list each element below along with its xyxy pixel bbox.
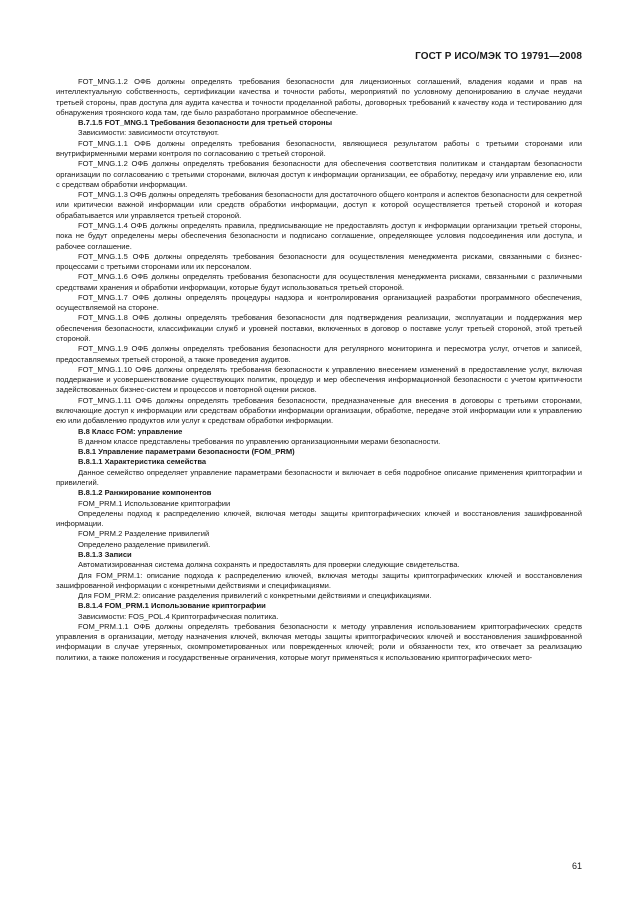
paragraph: FOT_MNG.1.2 ОФБ должны определять требования безопасности для обеспечения соответствия политикам и стандартам безопасности организации по согласованию с третьими сторонами, включая доступ к информации организации, ее обработку, передачу или управление ею, или с средствам обработки информации.	[56, 159, 582, 189]
paragraph: FOT_MNG.1.5 ОФБ должны определять требования безопасности для осуществления менеджмента рисками, связанными с бизнес-процессами с третьими сторонами или их персоналом.	[56, 251, 582, 272]
section-heading: B.7.1.5 FOT_MNG.1 Требования безопасности для третьей стороны	[78, 118, 333, 128]
document-body	[56, 77, 582, 663]
paragraph: FOT_MNG.1.8 ОФБ должны определять требования безопасности для подтверждения реализации, эксплуатации и поддержания мер обеспечения безопасности, классификации служб и уровней поставки, включенных в договор о поставке услуг третьей стороной, этой третьей стороной.	[56, 313, 582, 344]
page-number: 61	[571, 861, 582, 871]
section-heading: B.8.1.4 FOM_PRM.1 Использование криптографии	[78, 601, 266, 611]
paragraph: FOT_MNG.1.11 ОФБ должны определять требования безопасности, предназначенные для внесения в договоры с третьими сторонами, включающие доступ к информации или средствам обработки информации организации, обработке, передаче этой информации или к управлению ею или добавлению продуктов или услуг к средствам обработки информации.	[56, 395, 582, 426]
section-heading: B.8.1 Управление параметрами безопасности (FOM_PRM)	[78, 447, 295, 457]
paragraph: FOT_MNG.1.2 ОФБ должны определять требования безопасности для лицензионных соглашений, владения кодами и прав на интеллектуальную собственность, сертификации качества и точности работы, мероприятий по условному депонированию в случае неудачи третьей стороны, прав доступа для аудита качества и точности проделанной работы, договорных требований к качеству кода и тестированию для обнаружения троянского кода там, где было разработано программное обеспечение.	[56, 77, 582, 117]
paragraph: FOT_MNG.1.9 ОФБ должны определять требования безопасности для регулярного мониторинга и пересмотра услуг, отчетов и записей, предоставляемых третьей стороной, а также проведения аудитов.	[56, 344, 582, 364]
paragraph: Для FOM_PRM.2: описание разделения привилегий с конкретными действиями и спецификациями.	[78, 591, 432, 601]
paragraph: Для FOM_PRM.1: описание подхода к распределению ключей, включая методы защиты криптографических ключей и восстановления зашифрованной информации с конкретными действиями и спецификациями.	[56, 570, 582, 590]
section-heading: B.8.1.2 Ранжирование компонентов	[78, 488, 212, 498]
paragraph: Зависимости: FOS_POL.4 Криптографическая политика.	[78, 611, 279, 621]
paragraph: FOT_MNG.1.4 ОФБ должны определять правила, предписывающие не предоставлять доступ к информации организации третьей стороны, пока не будут определены меры обеспечения безопасности и подписано соглашение, определяющее условия подсоединения или доступа, и рабочее соглашение.	[56, 220, 582, 251]
paragraph: FOM_PRM.1 Использование криптографии	[78, 498, 231, 508]
paragraph: FOT_MNG.1.10 ОФБ должны определять требования безопасности к управлению внесением изменений в предоставление услуг, включая поддержание и усовершенствование существующих политик, процедур и мер обеспечения информационной безопасности с учетом критичности задействованных бизнес-систем и процессов и повторной оценки рисков.	[56, 364, 582, 395]
paragraph: Определено разделение привилегий.	[78, 539, 211, 549]
page-header: ГОСТ Р ИСО/МЭК ТО 19791—2008	[415, 51, 582, 62]
paragraph: Зависимости: зависимости отсутствуют.	[78, 128, 220, 138]
paragraph: В данном классе представлены требования по управлению организационными мерами безопасности.	[78, 436, 441, 446]
paragraph: FOT_MNG.1.7 ОФБ должны определять процедуры надзора и контролирования организацией разработки программного обеспечения, осуществляемой на стороне.	[56, 292, 582, 313]
paragraph: FOM_PRM.1.1 ОФБ должны определять требования безопасности к методу управления использованием криптографических средств управления в организации, методу назначения ключей, включая методы защиты криптографических ключей и восстановления зашифрованной информации в случае утерянных, скомпрометированных или поврежденных ключей; роли и обязанности тех, кто отвечает за реализацию политики, а также положения и государственные ограничения, которые могут применяться к использованию криптографических мето-	[56, 621, 582, 662]
section-heading: B.8.1.3 Записи	[78, 549, 132, 559]
paragraph: FOM_PRM.2 Разделение привилегий	[78, 529, 210, 539]
paragraph: FOT_MNG.1.3 ОФБ должны определять требования безопасности для достаточного общего контроля и аспектов безопасности для секретной или критически важной информации или средств обработки информации, доступ к которой осуществляется третьей стороной и которая обрабатывается или управляется третьей стороной.	[56, 190, 582, 220]
paragraph: Данное семейство определяет управление параметрами безопасности и включает в себя подробное описание применения криптографии и привилегий.	[56, 467, 582, 487]
section-heading: B.8.1.1 Характеристика семейства	[78, 457, 207, 467]
paragraph: Определены подход к распределению ключей, включая методы защиты криптографических ключей и восстановления зашифрованной информации.	[56, 508, 582, 529]
paragraph: Автоматизированная система должна сохранять и предоставлять для проверки следующие свидетельства.	[78, 560, 460, 570]
section-heading: B.8 Класс FOM: управление	[78, 426, 183, 436]
paragraph: FOT_MNG.1.6 ОФБ должны определять требования безопасности для осуществления менеджмента рисками, связанными с различными средствами хранения и обработки информации, которые будут использоваться третьей стороной.	[56, 272, 582, 292]
paragraph: FOT_MNG.1.1 ОФБ должны определять требования безопасности, являющиеся результатом работы с третьими сторонами или внутрифирменными мерами контроля по согласованию с третьей стороной.	[56, 138, 582, 158]
